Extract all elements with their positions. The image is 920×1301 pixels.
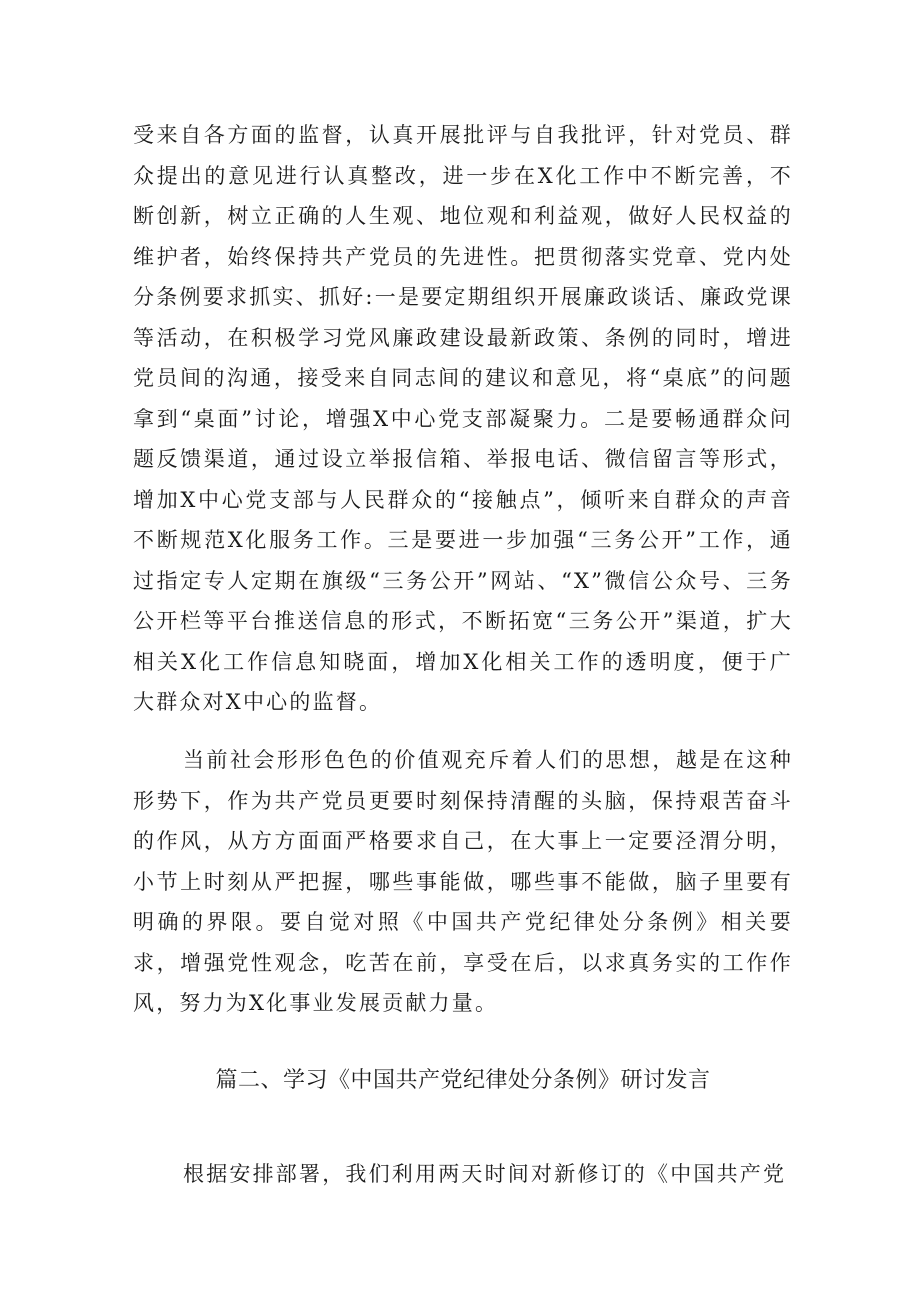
paragraph: 当前社会形形色色的价值观充斥着人们的思想，越是在这种形势下，作为共产党员更要时刻保持清醒的头脑，保持艰苦奋斗的作风，从方方面面严格要求自己，在大事上一定要泾渭分明，小节上时刻从严把握，哪些事能做，哪些事不能做，脑子里要有明确的界限。要自觉对照《中国共产党纪律处分条例》相关要求，增强党性观念，吃苦在前，享受在后，以求真务实的工作作风，努力为X化事业发展贡献力量。 — [133, 748, 793, 1015]
body-text-block — [133, 740, 793, 1024]
section-heading: 篇二、学习《中国共产党纪律处分条例》研讨发言 — [215, 1068, 711, 1093]
section-body-text-block — [133, 1154, 793, 1195]
body-text-block — [133, 115, 793, 723]
section-paragraph: 根据安排部署，我们利用两天时间对新修订的《中国共产党 — [183, 1162, 787, 1186]
paragraph-continued: 受来自各方面的监督，认真开展批评与自我批评，针对党员、群众提出的意见进行认真整改，进一步在X化工作中不断完善，不断创新，树立正确的人生观、地位观和利益观，做好人民权益的维护者，始终保持共产党员的先进性。把贯彻落实党章、党内处分条例要求抓实、抓好:一是要定期组织开展廉政谈话、廉政党课等活动，在积极学习党风廉政建设最新政策、条例的同时，增进党员间的沟通，接受来自同志间的建议和意见，将“桌底”的问题拿到“桌面”讨论，增强X中心党支部凝聚力。二是要畅通群众问题反馈渠道，通过设立举报信箱、举报电话、微信留言等形式，增加X中心党支部与人民群众的“接触点”，倾听来自群众的声音不断规范X化服务工作。三是要进一步加强“三务公开”工作，通过指定专人定期在旗级“三务公开”网站、“X”微信公众号、三务公开栏等平台推送信息的形式，不断拓宽“三务公开”渠道，扩大相关X化工作信息知晓面，增加X化相关工作的透明度，便于广大群众对X中心的监督。 — [133, 123, 793, 714]
